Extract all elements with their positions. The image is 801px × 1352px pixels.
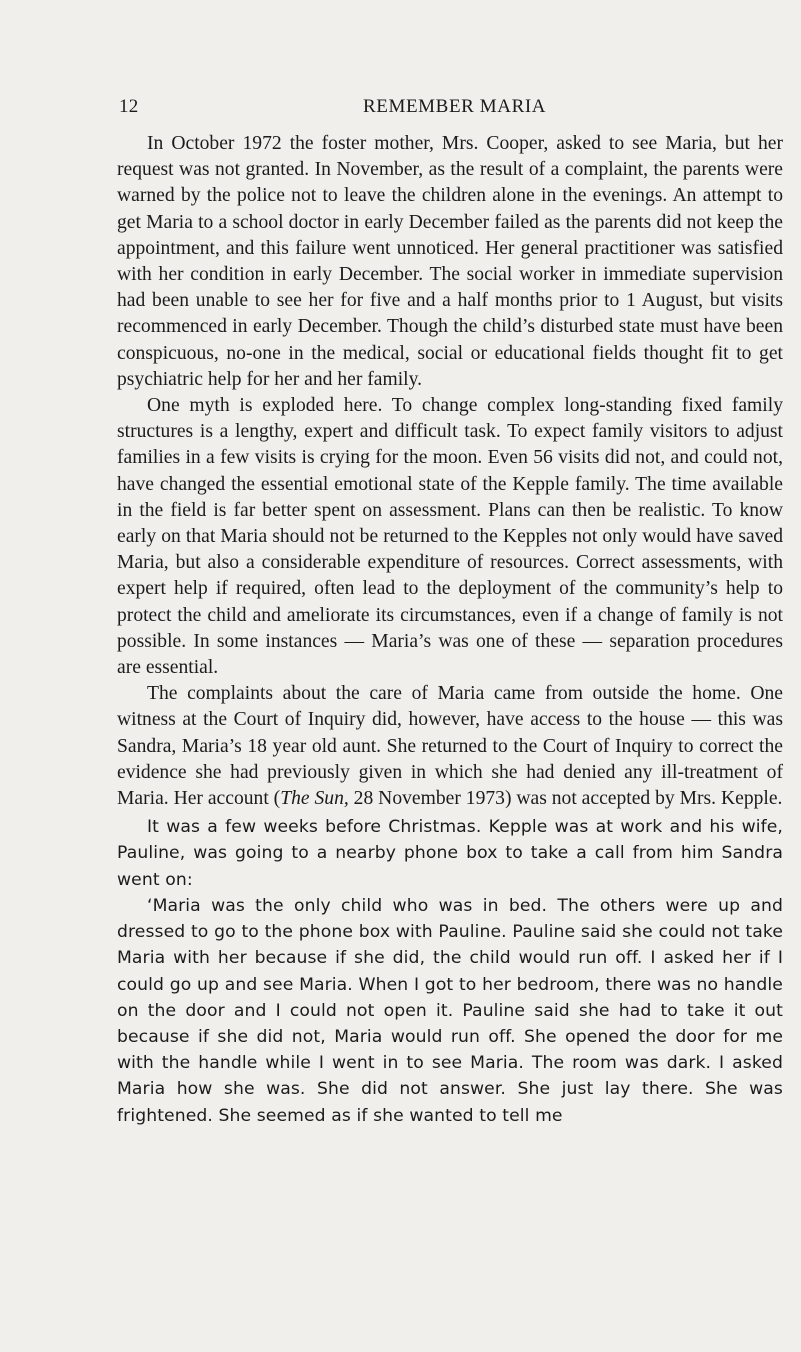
body-text [117, 131, 783, 1129]
paragraph-myth-exploded: One myth is exploded here. To change complex long-standing fixed family structures is a lengthy, expert and difficult task. To expect family visitors to adjust families in a few visits is crying for the moon. Even 56 visits did not, and could not, have changed the essential emotional state of the Kepple family. The time available in the field is far better spent on assessment. Plans can then be realistic. To know early on that Maria should not be returned to the Kepples not only would have saved Maria, but also a considerable expenditure of resources. Correct assessments, with expert help if required, often lead to the deployment of the community’s help to protect the child and ameliorate its circumstances, even if a change of family is not possible. In some instances — Maria’s was one of these — separation procedures are essential. [117, 395, 783, 679]
paragraph-foster-mother: In October 1972 the foster mother, Mrs. Cooper, asked to see Maria, but her request was not granted. In November, as the result of a complaint, the parents were warned by the police not to leave the children alone in the evenings. An attempt to get Maria to a school doctor in early December failed as the parents did not keep the appointment, and this failure went unnoticed. Her general practitioner was satisfied with her condition in early December. The social worker in immediate supervision had been unable to see her for five and a half months prior to 1 August, but visits recommenced in early December. Though the child’s disturbed state must have been conspicuous, no-one in the medical, social or educational fields thought fit to get psychiatric help for her and her family. [117, 133, 783, 390]
running-head: REMEMBER MARIA [363, 96, 547, 117]
page-number: 12 [119, 96, 139, 117]
paragraph-complaints-text: The complaints about the care of Maria came from outside the home. One witness at the Court of Inquiry did, however, have access to the house — this was Sandra, Maria’s 18 year old aunt. She returned to the Court of Inquiry to correct the evidence she had previously given in which she had denied any ill-treatment of Maria. Her account ( [117, 683, 783, 810]
paragraph-complaints [117, 681, 783, 812]
page-header [119, 96, 782, 122]
quote-sandra-testimony: ‘Maria was the only child who was in bed. The others were up and dressed to go to the phone box with Pauline. Pauline said she could not take Maria with her because if she did, the child would run off. I asked her if I could go up and see Maria. When I got to her bedroom, there was no handle on the door and I could not open it. Pauline said she had to take it out because if she did not, Maria would run off. She opened the door for me with the handle while I went in to see Maria. The room was dark. I asked Maria how she was. She did not answer. She just lay there. She was frightened. She seemed as if she wanted to tell me [117, 895, 783, 1126]
paragraph-complaints-tail: 28 November 1973) was not accepted by Mrs. Kepple. [348, 788, 783, 810]
newspaper-title: The Sun, [280, 788, 349, 810]
quote-intro: It was a few weeks before Christmas. Kepple was at work and his wife, Pauline, was going to a nearby phone box to take a call from him Sandra went on: [117, 817, 783, 890]
